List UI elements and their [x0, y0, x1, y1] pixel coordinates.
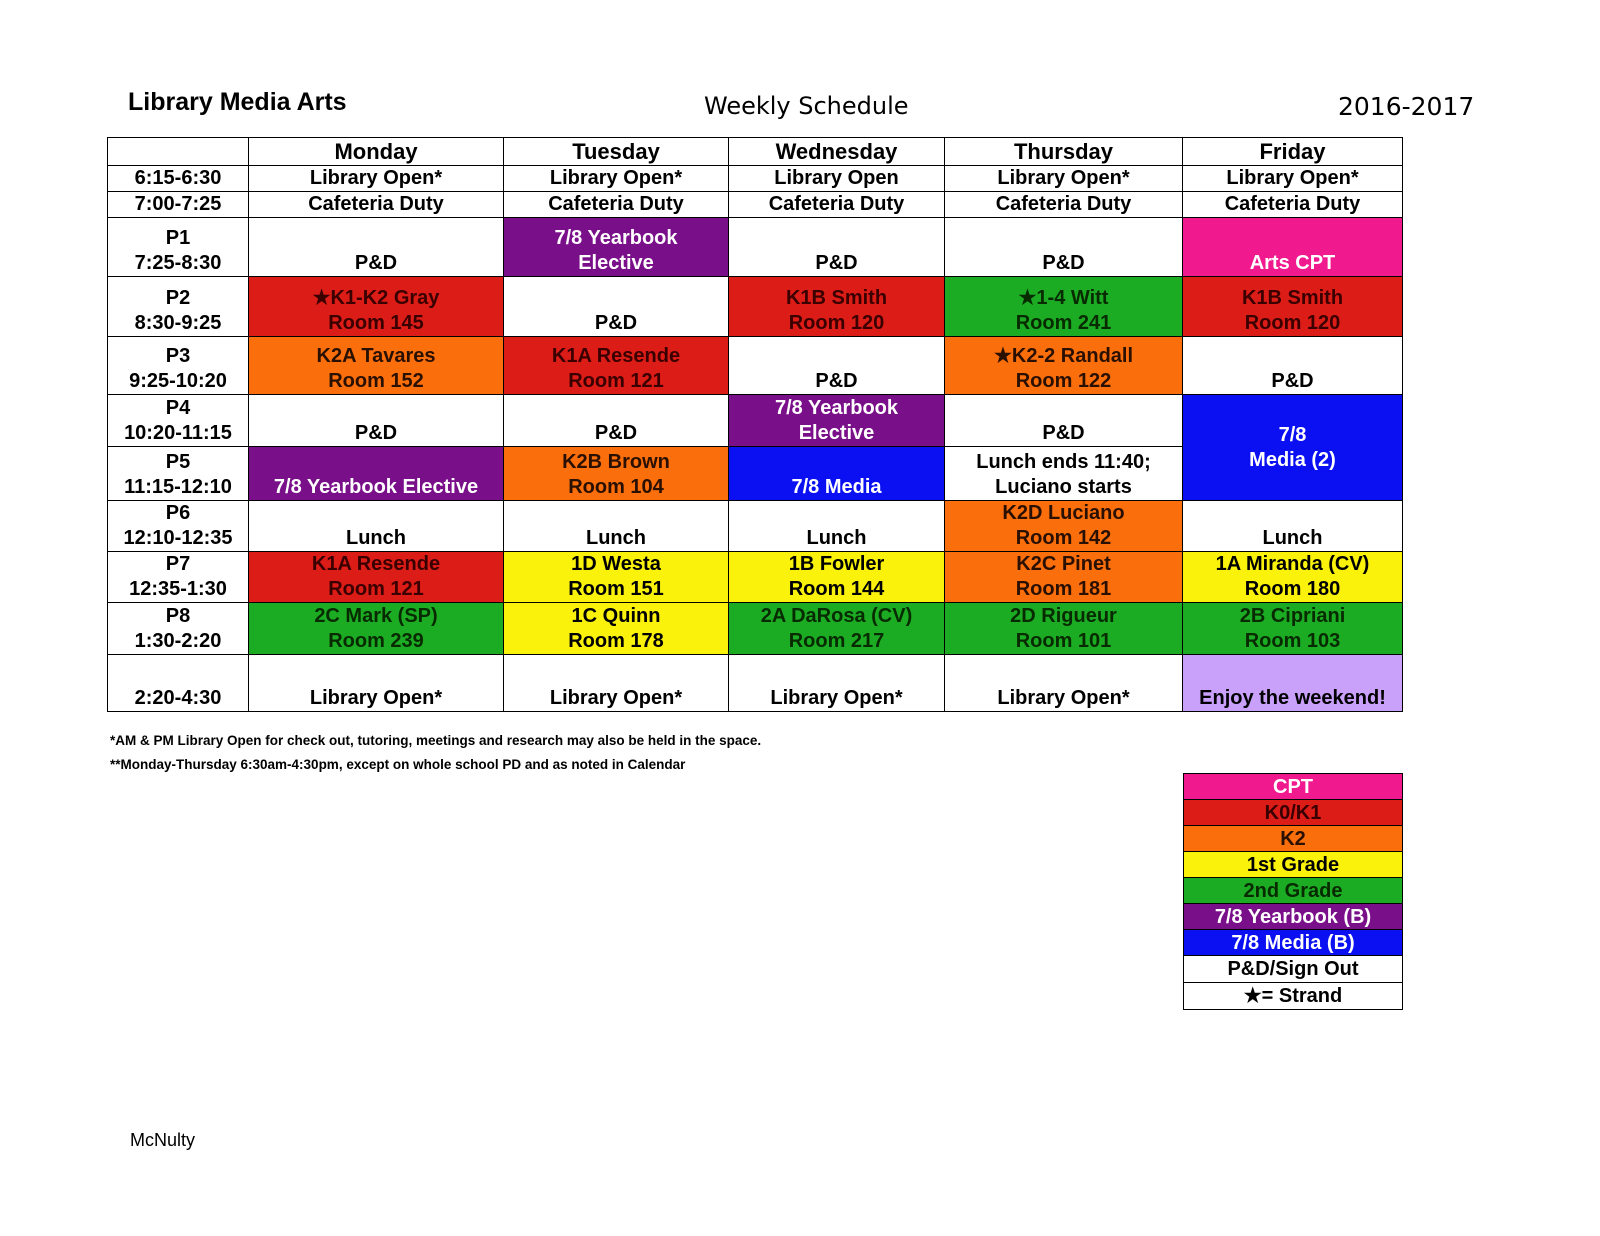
class-label: K2C Pinet Room 181 — [1015, 553, 1112, 600]
author-name: McNulty — [130, 1130, 196, 1150]
legend-row — [1184, 878, 1403, 904]
legend-row — [1184, 852, 1403, 878]
class-cell — [945, 337, 1183, 395]
legend-item: 1st Grade — [1184, 852, 1403, 878]
schedule-row — [108, 337, 1403, 395]
class-cell — [504, 277, 729, 337]
class-label: Enjoy the weekend! — [1199, 687, 1386, 709]
class-label: Library Open* — [997, 687, 1130, 709]
class-cell — [945, 277, 1183, 337]
class-cell — [729, 166, 945, 192]
class-label: 1D Westa Room 151 — [568, 553, 664, 600]
class-cell — [504, 603, 729, 655]
class-label: P&D — [815, 252, 858, 274]
class-cell — [945, 166, 1183, 192]
class-cell — [504, 218, 729, 277]
period-label: P1 7:25-8:30 — [134, 227, 222, 274]
class-label: Library Open* — [549, 167, 683, 189]
class-cell — [249, 552, 504, 603]
class-cell — [729, 218, 945, 277]
class-label: 2D Rigueur Room 101 — [1010, 605, 1117, 652]
footnote-library-open: *AM & PM Library Open for check out, tutoring, meetings and research may also be held in the space. — [110, 733, 762, 748]
class-label: Library Open* — [1226, 167, 1359, 189]
legend-item: P&D/Sign Out — [1184, 956, 1403, 983]
class-cell — [504, 395, 729, 447]
class-label: ★K2-2 Randall Room 122 — [993, 345, 1134, 392]
period-label: P7 12:35-1:30 — [129, 553, 227, 600]
class-label: Lunch ends 11:40; Luciano starts — [976, 451, 1151, 498]
class-cell — [729, 192, 945, 218]
class-label: Lunch — [806, 527, 867, 549]
period-cell — [108, 337, 249, 395]
period-label: 6:15-6:30 — [134, 167, 222, 189]
class-label: P&D — [594, 422, 638, 444]
class-label: Lunch — [1262, 527, 1323, 549]
class-label: Cafeteria Duty — [548, 193, 684, 215]
period-label: P6 12:10-12:35 — [123, 502, 233, 549]
period-label: P3 9:25-10:20 — [129, 345, 227, 392]
period-label: P4 10:20-11:15 — [124, 397, 232, 444]
class-cell — [249, 277, 504, 337]
period-cell — [108, 655, 249, 712]
class-cell — [1183, 218, 1403, 277]
class-cell — [729, 447, 945, 501]
class-cell — [504, 552, 729, 603]
class-label: ★K1-K2 Gray Room 145 — [312, 287, 440, 334]
school-year: 2016-2017 — [1338, 92, 1475, 121]
class-label: 2A DaRosa (CV) Room 217 — [760, 605, 913, 652]
legend-item: 7/8 Yearbook (B) — [1184, 904, 1403, 930]
class-cell — [249, 395, 504, 447]
class-label: Library Open* — [309, 687, 443, 709]
column-header-monday: Monday — [249, 138, 504, 166]
legend-row — [1184, 800, 1403, 826]
legend-item: K2 — [1184, 826, 1403, 852]
schedule-row — [108, 218, 1403, 277]
column-header-thursday: Thursday — [945, 138, 1183, 166]
class-cell — [1183, 655, 1403, 712]
class-label: Cafeteria Duty — [995, 193, 1132, 215]
class-cell — [249, 447, 504, 501]
class-cell — [1183, 337, 1403, 395]
period-label: P2 8:30-9:25 — [134, 287, 222, 334]
legend-item: 7/8 Media (B) — [1184, 930, 1403, 956]
class-label: Library Open* — [549, 687, 683, 709]
class-label: Library Open* — [997, 167, 1130, 189]
class-cell — [729, 277, 945, 337]
period-label: 2:20-4:30 — [134, 687, 222, 709]
class-cell — [249, 166, 504, 192]
class-cell — [945, 447, 1183, 501]
class-label: 7/8 Yearbook Elective — [774, 397, 899, 444]
class-cell — [249, 218, 504, 277]
class-label: K2B Brown Room 104 — [562, 451, 670, 498]
class-label: Library Open* — [770, 687, 903, 709]
period-cell — [108, 447, 249, 501]
legend-row — [1184, 983, 1403, 1010]
class-cell — [1183, 501, 1403, 552]
legend-item: ★= Strand — [1184, 983, 1403, 1010]
class-label: 1C Quinn Room 178 — [568, 605, 664, 652]
class-label: P&D — [1042, 422, 1085, 444]
legend-body — [1184, 774, 1403, 1010]
schedule-row — [108, 395, 1403, 447]
class-label: ★1-4 Witt Room 241 — [1015, 287, 1112, 334]
class-cell — [729, 603, 945, 655]
class-label: Lunch — [346, 527, 406, 549]
schedule-row — [108, 192, 1403, 218]
page-subtitle: Weekly Schedule — [704, 92, 909, 120]
class-label: K2A Tavares Room 152 — [316, 345, 436, 392]
class-cell — [945, 501, 1183, 552]
class-label: K2D Luciano Room 142 — [1002, 502, 1125, 549]
column-header-period — [108, 138, 249, 166]
class-label: 7/8 Media — [791, 476, 882, 498]
class-label: K1A Resende Room 121 — [311, 553, 441, 600]
header-row — [108, 138, 1403, 166]
class-cell — [249, 192, 504, 218]
schedule-row — [108, 277, 1403, 337]
schedule-body — [108, 166, 1403, 712]
class-cell — [249, 603, 504, 655]
class-cell — [729, 337, 945, 395]
period-cell — [108, 192, 249, 218]
footnote-hours: **Monday-Thursday 6:30am-4:30pm, except on whole school PD and as noted in Calendar — [110, 757, 686, 772]
class-label: Lunch — [586, 527, 646, 549]
period-label: P5 11:15-12:10 — [124, 451, 232, 498]
class-cell — [1183, 552, 1403, 603]
class-cell — [729, 552, 945, 603]
period-cell — [108, 501, 249, 552]
class-cell — [504, 655, 729, 712]
class-cell — [504, 337, 729, 395]
schedule-row — [108, 501, 1403, 552]
weekly-schedule-table — [107, 137, 1403, 712]
class-cell — [504, 501, 729, 552]
class-label: 2C Mark (SP) Room 239 — [314, 605, 438, 652]
class-cell — [1183, 277, 1403, 337]
legend-item: K0/K1 — [1184, 800, 1403, 826]
schedule-row — [108, 552, 1403, 603]
class-label: P&D — [594, 312, 638, 334]
class-label: Library Open* — [309, 167, 443, 189]
class-label: 7/8 Yearbook Elective — [273, 476, 479, 498]
class-label: Cafeteria Duty — [1224, 193, 1361, 215]
class-cell — [945, 218, 1183, 277]
class-cell — [504, 166, 729, 192]
legend-item: 2nd Grade — [1184, 878, 1403, 904]
page-title: Library Media Arts — [128, 88, 347, 116]
class-cell — [945, 552, 1183, 603]
class-label: 1A Miranda (CV) Room 180 — [1215, 553, 1370, 600]
class-label: Cafeteria Duty — [768, 193, 905, 215]
class-cell — [249, 337, 504, 395]
class-cell — [945, 603, 1183, 655]
legend-row — [1184, 956, 1403, 983]
period-cell — [108, 277, 249, 337]
class-cell — [249, 655, 504, 712]
class-label: 7/8 Media (2) — [1249, 423, 1336, 471]
period-label: 7:00-7:25 — [134, 193, 222, 215]
column-header-friday: Friday — [1183, 138, 1403, 166]
class-label: 2B Cipriani Room 103 — [1239, 605, 1346, 652]
class-cell — [1183, 192, 1403, 218]
class-cell — [729, 395, 945, 447]
class-label: Arts CPT — [1249, 252, 1336, 274]
color-legend — [1183, 773, 1403, 1010]
class-cell — [945, 655, 1183, 712]
legend-row — [1184, 930, 1403, 956]
period-label: P8 1:30-2:20 — [134, 605, 222, 652]
class-cell — [504, 192, 729, 218]
schedule-row — [108, 655, 1403, 712]
class-cell — [504, 447, 729, 501]
column-header-wednesday: Wednesday — [729, 138, 945, 166]
class-label: 1B Fowler Room 144 — [788, 553, 885, 600]
period-cell — [108, 395, 249, 447]
class-cell — [249, 501, 504, 552]
legend-item: CPT — [1184, 774, 1403, 800]
period-cell — [108, 603, 249, 655]
period-cell — [108, 218, 249, 277]
legend-row — [1184, 774, 1403, 800]
class-label: P&D — [1271, 370, 1314, 392]
class-cell — [945, 395, 1183, 447]
legend-row — [1184, 826, 1403, 852]
class-label: P&D — [1042, 252, 1085, 274]
class-label: K1B Smith Room 120 — [785, 287, 888, 334]
schedule-row — [108, 166, 1403, 192]
column-header-tuesday: Tuesday — [504, 138, 729, 166]
period-cell — [108, 552, 249, 603]
class-cell — [1183, 395, 1403, 501]
schedule-row — [108, 603, 1403, 655]
class-cell — [1183, 603, 1403, 655]
class-cell — [729, 501, 945, 552]
class-cell — [1183, 166, 1403, 192]
class-label: P&D — [354, 422, 398, 444]
class-label: K1A Resende Room 121 — [551, 345, 681, 392]
class-label: Library Open — [774, 167, 899, 189]
class-label: 7/8 Yearbook Elective — [554, 227, 678, 274]
class-label: Cafeteria Duty — [308, 193, 444, 215]
class-label: P&D — [354, 252, 398, 274]
class-cell — [945, 192, 1183, 218]
class-label: P&D — [815, 370, 858, 392]
legend-row — [1184, 904, 1403, 930]
class-label: K1B Smith Room 120 — [1241, 287, 1344, 334]
class-cell — [729, 655, 945, 712]
period-cell — [108, 166, 249, 192]
